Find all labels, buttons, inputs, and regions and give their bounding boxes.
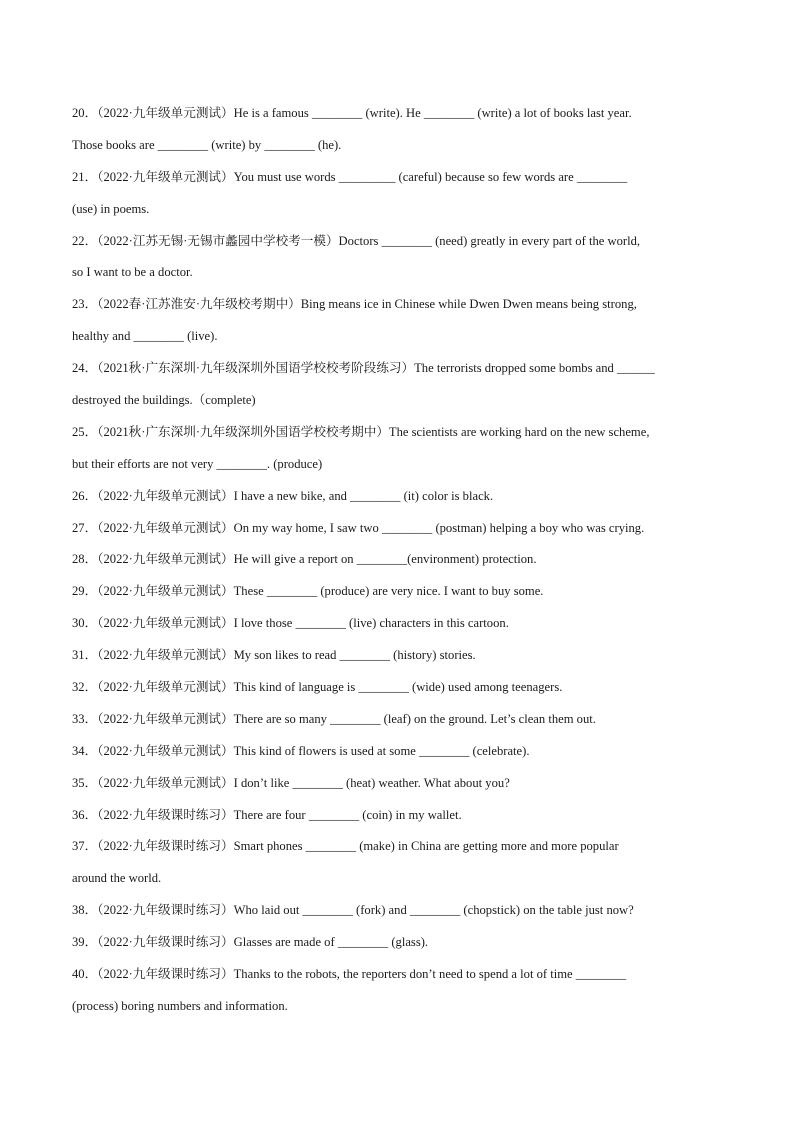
exercise-item [72, 736, 724, 768]
exercise-item [72, 895, 724, 927]
exercise-continuation-line: healthy and ________ (live). [72, 329, 218, 344]
exercise-question-line: 25．（2021秋·广东深圳·九年级深圳外国语学校校考期中）The scientists are working hard on the new scheme, [72, 424, 650, 439]
exercise-question-line: 21．（2022·九年级单元测试）You must use words _________ (careful) because so few words are ________ [72, 169, 628, 184]
exercise-question-line: 37．（2022·九年级课时练习）Smart phones ________ (make) in China are getting more and more popular [72, 839, 619, 854]
exercise-continuation-line: around the world. [72, 871, 162, 886]
exercise-question-line: 33．（2022·九年级单元测试）There are so many ________ (leaf) on the ground. Let’s clean them out. [72, 711, 596, 726]
exercise-continuation-line: (process) boring numbers and information. [72, 998, 288, 1013]
exercise-item [72, 353, 724, 417]
exercise-question-line: 34．（2022·九年级单元测试）This kind of flowers is used at some ________ (celebrate). [72, 743, 530, 758]
exercise-question-line: 27．（2022·九年级单元测试）On my way home, I saw two ________ (postman) helping a boy who was crying. [72, 520, 645, 535]
exercise-item [72, 576, 724, 608]
exercise-continuation-line: destroyed the buildings.（complete) [72, 393, 256, 408]
exercise-list [72, 98, 724, 1023]
exercise-item [72, 289, 724, 353]
exercise-item [72, 608, 724, 640]
exercise-question-line: 38．（2022·九年级课时练习）Who laid out ________ (fork) and ________ (chopstick) on the table just now? [72, 903, 634, 918]
exercise-continuation-line: but their efforts are not very ________. (produce) [72, 456, 323, 471]
exercise-question-line: 36．（2022·九年级课时练习）There are four ________ (coin) in my wallet. [72, 807, 462, 822]
exercise-question-line: 22．（2022·江苏无锡·无锡市蠡园中学校考一模）Doctors ________ (need) greatly in every part of the world, [72, 233, 641, 248]
exercise-continuation-line: (use) in poems. [72, 201, 150, 216]
exercise-question-line: 40．（2022·九年级课时练习）Thanks to the robots, the reporters don’t need to spend a lot of time ________ [72, 967, 627, 982]
exercise-item [72, 417, 724, 481]
exercise-question-line: 26．（2022·九年级单元测试）I have a new bike, and ________ (it) color is black. [72, 488, 494, 503]
exercise-question-line: 28．（2022·九年级单元测试）He will give a report on ________(environment) protection. [72, 552, 537, 567]
exercise-question-line: 24．（2021秋·广东深圳·九年级深圳外国语学校校考阶段练习）The terrorists dropped some bombs and ______ [72, 361, 655, 376]
exercise-item [72, 800, 724, 832]
exercise-question-line: 35．（2022·九年级单元测试）I don’t like ________ (heat) weather. What about you? [72, 775, 510, 790]
exercise-question-line: 23．（2022春·江苏淮安·九年级校考期中）Bing means ice in Chinese while Dwen Dwen means being strong, [72, 297, 637, 312]
exercise-question-line: 32．（2022·九年级单元测试）This kind of language is ________ (wide) used among teenagers. [72, 680, 563, 695]
exercise-item [72, 98, 724, 162]
exercise-item [72, 831, 724, 895]
exercise-continuation-line: so I want to be a doctor. [72, 265, 193, 280]
exercise-question-line: 30．（2022·九年级单元测试）I love those ________ (live) characters in this cartoon. [72, 616, 509, 631]
exercise-item [72, 959, 724, 1023]
exercise-question-line: 39．（2022·九年级课时练习）Glasses are made of ________ (glass). [72, 935, 429, 950]
exercise-item [72, 544, 724, 576]
exercise-continuation-line: Those books are ________ (write) by ________ (he). [72, 137, 342, 152]
exercise-item [72, 640, 724, 672]
exercise-item [72, 513, 724, 545]
exercise-question-line: 20．（2022·九年级单元测试）He is a famous ________ (write). He ________ (write) a lot of books last year. [72, 106, 632, 120]
exercise-item [72, 704, 724, 736]
exercise-item [72, 672, 724, 704]
exercise-item [72, 226, 724, 290]
exercise-item [72, 768, 724, 800]
exercise-item [72, 162, 724, 226]
exercise-item [72, 481, 724, 513]
exercise-item [72, 927, 724, 959]
exercise-question-line: 31．（2022·九年级单元测试）My son likes to read ________ (history) stories. [72, 648, 476, 663]
exercise-question-line: 29．（2022·九年级单元测试）These ________ (produce) are very nice. I want to buy some. [72, 584, 544, 599]
